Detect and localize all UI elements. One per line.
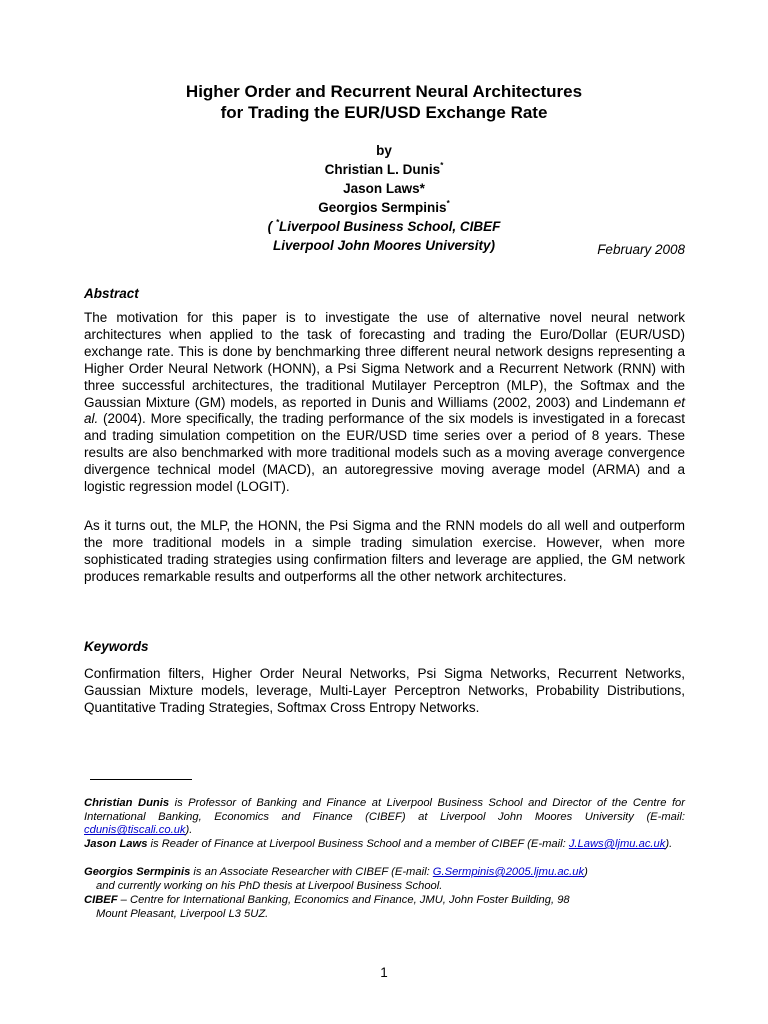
abstract-p1-part-a: The motivation for this paper is to investigate the use of alternative novel neural network architectures when applied to the task of forecasting and trading the Euro/Dollar (EUR/USD) exchange rate. This is done by benchmarking three different neural network designs representing a Higher Order Neural Network (HONN), a Psi Sigma Network and a Recurrent Network (RNN) with three successful architectures, the traditional Mutilayer Perceptron (MLP), the Softmax and the Gaussian Mixture (GM) models, as reported in Dunis and Williams (2002, 2003) and Lindemann	[84, 310, 685, 410]
abstract-heading: Abstract	[84, 286, 139, 301]
footnote-sermpinis	[84, 866, 685, 893]
author-block	[84, 141, 684, 255]
footnote-sermpinis-text: is an Associate Researcher with CIBEF (E-mail:	[190, 866, 433, 878]
author-laws: Jason Laws*	[343, 181, 425, 196]
affiliation-open-paren: (	[267, 219, 273, 234]
footnote-cibef-text: – Centre for International Banking, Economics and Finance, JMU, John Foster Building, 98	[117, 894, 570, 906]
email-link-dunis[interactable]: cdunis@tiscali.co.uk	[84, 824, 186, 837]
footnote-sermpinis-end: )	[584, 866, 588, 878]
footnote-rule	[90, 779, 192, 780]
affiliation-text-1: Liverpool Business School, CIBEF	[279, 219, 501, 234]
footnote-sermpinis-name: Georgios Sermpinis	[84, 866, 191, 878]
footnote-laws-name: Jason Laws	[84, 838, 148, 850]
author-dunis-mark: *	[440, 161, 444, 170]
affiliation-mark: *	[275, 218, 280, 227]
abstract-paragraph-1	[84, 310, 685, 496]
author-dunis	[84, 160, 684, 179]
footnote-cibef-line-2: Mount Pleasant, Liverpool L3 5UZ.	[96, 907, 269, 920]
affiliation-line-2: Liverpool John Moores University)	[272, 238, 496, 253]
author-sermpinis	[84, 198, 684, 217]
abstract-p1-etal: et al.	[84, 394, 685, 427]
footnote-dunis-name: Christian Dunis	[84, 797, 170, 809]
email-link-laws[interactable]: J.Laws@ljmu.ac.uk	[568, 838, 666, 850]
keywords-text: Confirmation filters, Higher Order Neural Networks, Psi Sigma Networks, Recurrent Networks, Gaussian Mixture models, leverage, Multi-Layer Perceptron Networks, Probability Distributions, Quantitative Trading Strategies, Softmax Cross Entropy Networks.	[84, 666, 685, 715]
footnote-cibef	[84, 894, 685, 921]
by-label: by	[376, 143, 392, 158]
footnote-cibef-name: CIBEF	[84, 894, 118, 906]
paper-date: February 2008	[597, 242, 685, 257]
email-link-sermpinis[interactable]: G.Sermpinis@2005.ljmu.ac.uk	[432, 866, 585, 878]
footnote-laws	[84, 838, 685, 852]
affiliation-line-1	[84, 217, 684, 236]
abstract-paragraph-2: As it turns out, the MLP, the HONN, the Psi Sigma and the RNN models do all well and outperform the more traditional models in a simple trading simulation exercise. However, when more sophisticated trading strategies using confirmation filters and leverage are applied, the GM network produces remarkable results and outperforms all the other network architectures.	[84, 518, 685, 584]
footnote-sermpinis-line-2: and currently working on his PhD thesis at Liverpool Business School.	[96, 879, 443, 892]
abstract-p1-part-b: (2004). More specifically, the trading performance of the six models is investigated in a forecast and trading simulation competition on the EUR/USD time series over a period of 8 years. These results are also benchmarked with more traditional models such as a moving average convergence divergence technical model (MACD), an autoregressive moving average model (ARMA) and a logistic regression model (LOGIT).	[84, 411, 685, 495]
title-line-1: Higher Order and Recurrent Neural Architectures	[185, 82, 583, 101]
footnote-laws-end: ).	[665, 838, 673, 850]
footnote-dunis-text: is Professor of Banking and Finance at Liverpool Business School and Director of the Centre for International Banking, Economics and Finance (CIBEF) at Liverpool John Moores University (E-mail:	[84, 797, 686, 823]
page-number: 1	[380, 965, 388, 980]
keywords-heading: Keywords	[84, 639, 149, 654]
footnote-dunis	[84, 797, 685, 838]
author-sermpinis-mark: *	[446, 199, 450, 208]
author-sermpinis-name: Georgios Sermpinis	[318, 200, 447, 215]
title-line-2: for Trading the EUR/USD Exchange Rate	[220, 103, 548, 122]
footnote-dunis-end: ).	[185, 824, 193, 837]
author-dunis-name: Christian L. Dunis	[324, 162, 441, 177]
paper-title	[84, 81, 684, 123]
footnote-laws-text: is Reader of Finance at Liverpool Business School and a member of CIBEF (E-mail:	[147, 838, 569, 850]
